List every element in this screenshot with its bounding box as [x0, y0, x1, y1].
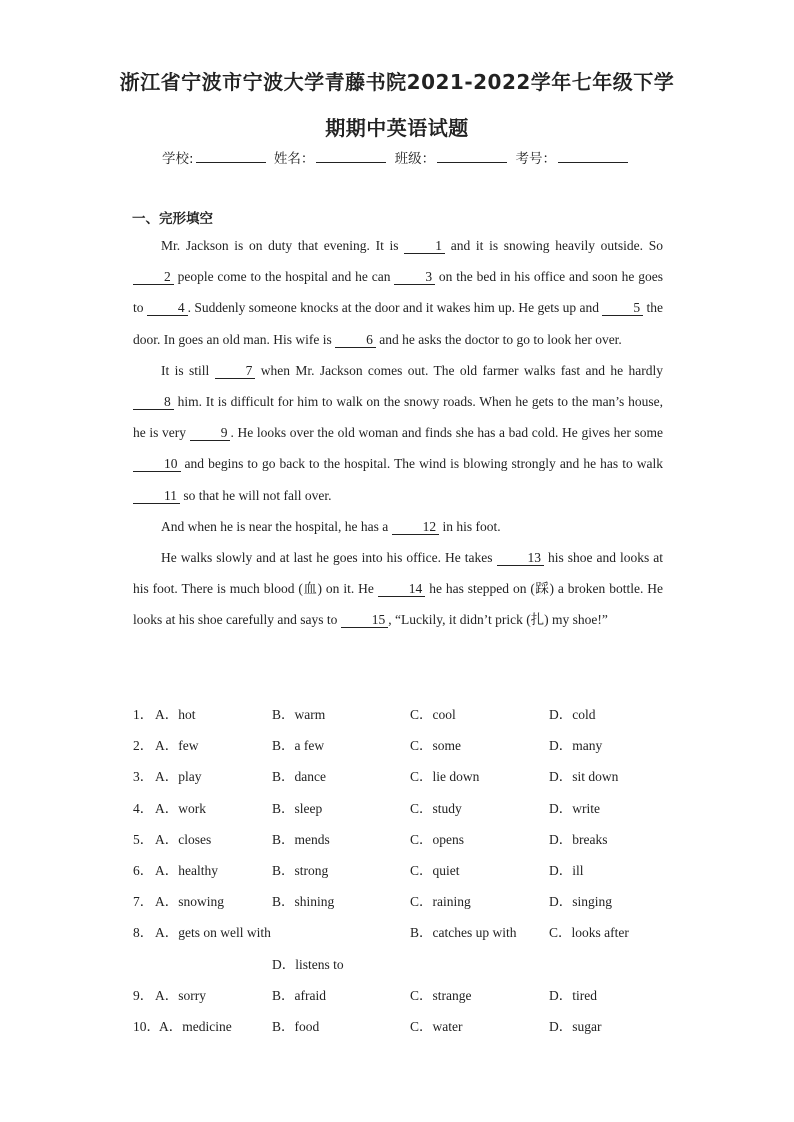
school-label: 学校:: [162, 151, 194, 167]
option-c: C．water: [410, 1018, 463, 1034]
option-b: B．strong: [272, 862, 329, 878]
option-row-10: [133, 1009, 693, 1040]
text: It is still: [161, 362, 215, 378]
text: . Suddenly someone knocks at the door and it wakes him up. He gets up and: [187, 300, 603, 316]
option-row-2: [133, 728, 693, 759]
option-a: A．play: [155, 769, 202, 785]
question-number: 5．: [133, 831, 154, 847]
paragraph-2: [133, 355, 663, 511]
school-blank: [196, 150, 266, 163]
option-a: A．closes: [155, 831, 212, 847]
option-b: B．sleep: [272, 800, 323, 816]
option-b: B．dance: [272, 769, 326, 785]
option-c: C．study: [410, 800, 462, 816]
option-a: A．medicine: [159, 1018, 232, 1034]
option-row-6: [133, 853, 693, 884]
name-blank: [316, 150, 386, 163]
question-number: 4．: [133, 800, 154, 816]
class-label: 班级：: [394, 151, 436, 167]
option-row-8: [133, 915, 693, 946]
option-row-1: [133, 697, 693, 728]
option-a: A．hot: [155, 707, 196, 722]
option-d: D．singing: [549, 894, 613, 910]
blank-7: 7: [215, 364, 256, 379]
option-row-9: [133, 978, 693, 1009]
option-c: C．strange: [410, 987, 472, 1003]
blank-12: 12: [392, 520, 440, 535]
option-c: C．looks after: [549, 925, 629, 941]
option-b: B．mends: [272, 831, 330, 847]
option-c: C．cool: [410, 707, 456, 722]
text: He walks slowly and at last he goes into his office. He takes: [161, 550, 497, 566]
text: and it is snowing heavily outside. So: [445, 238, 663, 253]
option-row-4: [133, 791, 693, 822]
blank-1: 1: [404, 239, 445, 254]
question-number: 6．: [133, 862, 154, 878]
option-d: D．sugar: [549, 1018, 602, 1034]
exam-number-blank: [558, 150, 628, 163]
option-a: A．few: [155, 738, 199, 754]
blank-2: 2: [133, 270, 174, 285]
option-b: B．warm: [272, 707, 326, 722]
option-a: A．gets on well with: [155, 925, 271, 941]
option-d: D．ill: [549, 862, 584, 878]
blank-8: 8: [133, 395, 174, 410]
page-title-continued: 期期中英语试题: [325, 116, 469, 140]
text: on the bed in his office and soon he goes to: [133, 269, 663, 316]
text: when Mr. Jackson comes out. The old farmer walks fast and he hardly: [255, 362, 663, 378]
paragraph-1: [133, 230, 663, 355]
text: people come to the hospital and he can: [173, 269, 395, 285]
option-a: A．sorry: [155, 987, 206, 1003]
option-c: C．some: [410, 738, 462, 754]
option-a: A．snowing: [155, 894, 225, 910]
answer-options: [133, 697, 693, 1040]
question-number: 3．: [133, 769, 154, 785]
paragraph-3: [133, 511, 663, 542]
option-b: B．food: [272, 1018, 320, 1034]
option-d: D．many: [549, 738, 603, 754]
name-label: 姓名：: [273, 151, 315, 167]
question-number: 10．: [133, 1018, 160, 1034]
page-title: 浙江省宁波市宁波大学青藤书院2021-2022学年七年级下学: [119, 70, 675, 94]
option-a: 1．: [133, 707, 154, 722]
paragraph-4: [133, 542, 663, 636]
question-number: 8．: [133, 925, 154, 941]
question-number: 7．: [133, 894, 154, 910]
option-c: C．raining: [410, 894, 471, 910]
cloze-passage: [133, 230, 663, 636]
text: him. It is difficult for him to walk on the snowy roads. When he gets to the man’s house, he is very: [133, 394, 663, 441]
option-c: C．opens: [410, 831, 464, 847]
text: in his foot.: [439, 518, 501, 534]
option-row-8-continued: [133, 947, 693, 978]
text: , “Luckily, it didn’t prick (扎) my shoe!”: [388, 612, 608, 628]
option-row-7: [133, 884, 693, 915]
option-a: A．work: [155, 800, 206, 816]
option-d: D．sit down: [549, 769, 619, 785]
text: he has stepped on (踩) a broken bottle. He looks at his shoe carefully and says to: [133, 581, 664, 628]
option-d: D．breaks: [549, 831, 608, 847]
option-b: B．afraid: [272, 987, 326, 1003]
class-blank: [437, 150, 507, 163]
blank-13: 13: [497, 551, 545, 566]
option-b: B．a few: [272, 738, 325, 754]
student-info-line: [0, 147, 794, 167]
option-row-3: [133, 759, 693, 790]
text: so that he will not fall over.: [180, 487, 332, 503]
text: his shoe and looks at his foot. There is much blood (血) on it. He: [133, 550, 663, 597]
text: . He looks over the old woman and finds she has a bad cold. He gives her some: [230, 425, 663, 441]
option-d: D．cold: [549, 707, 596, 722]
option-d: D．write: [549, 800, 600, 816]
blank-3: 3: [394, 270, 435, 285]
text: and he asks the doctor to go to look her over.: [375, 331, 622, 347]
blank-9: 9: [190, 426, 231, 441]
option-c: C．lie down: [410, 769, 480, 785]
option-b: B．catches up with: [410, 925, 517, 941]
text: and begins to go back to the hospital. The wind is blowing strongly and he has to walk: [180, 456, 663, 472]
option-c: C．quiet: [410, 862, 460, 878]
blank-14: 14: [378, 582, 426, 597]
text: the door. In goes an old man. His wife is: [133, 300, 663, 347]
blank-11: 11: [133, 489, 180, 504]
option-row-5: [133, 822, 693, 853]
question-number: 9．: [133, 987, 154, 1003]
section-heading: 一、完形填空: [132, 211, 213, 227]
blank-6: 6: [335, 333, 376, 348]
option-a: A．healthy: [155, 862, 218, 878]
blank-15: 15: [341, 613, 389, 628]
option-d: D．listens to: [272, 956, 344, 972]
option-d: D．tired: [549, 987, 597, 1003]
blank-5: 5: [602, 301, 643, 316]
exam-number-label: 考号：: [515, 151, 556, 167]
text: And when he is near the hospital, he has a: [161, 518, 392, 534]
blank-4: 4: [147, 301, 188, 316]
option-b: B．shining: [272, 894, 335, 910]
blank-10: 10: [133, 457, 181, 472]
text: Mr. Jackson is on duty that evening. It is: [161, 238, 405, 253]
question-number: 2．: [133, 738, 154, 754]
